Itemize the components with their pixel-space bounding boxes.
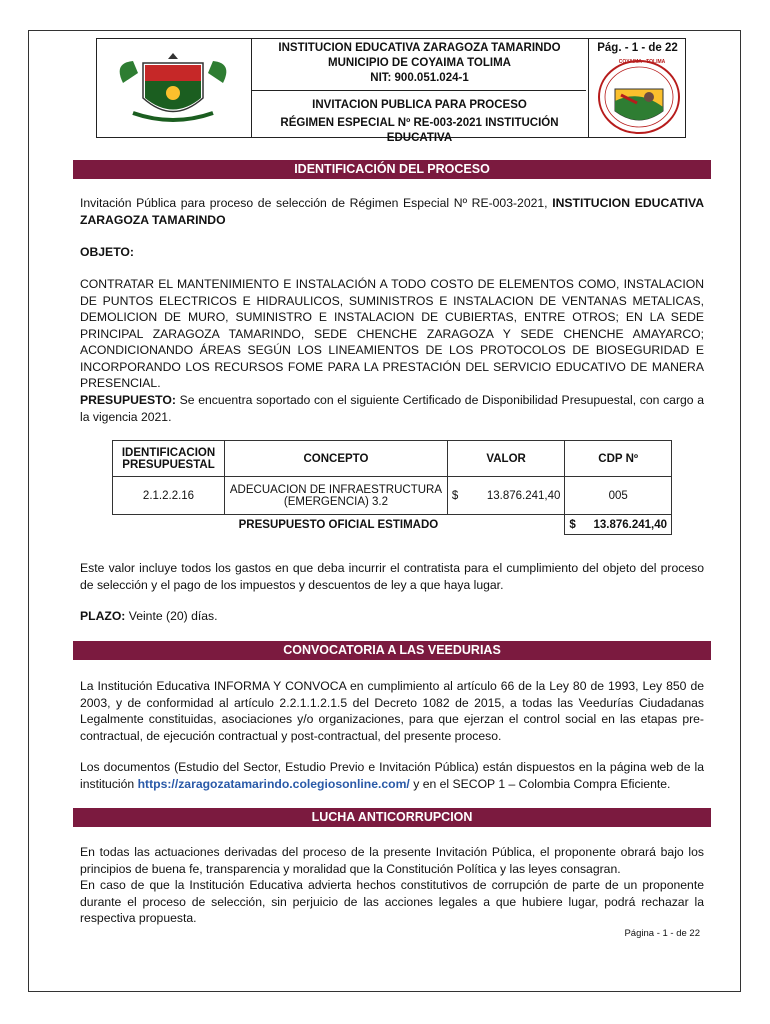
objeto-label: OBJETO:: [80, 245, 134, 259]
docs-text: Los documentos (Estudio del Sector, Estudio Previo e Invitación Pública) están dispuestos en la página web de la institución: [80, 760, 704, 791]
presupuesto-paragraph: [80, 392, 704, 425]
document-header: [96, 38, 686, 144]
cell-cdp: 005: [565, 477, 672, 515]
plazo-label: PLAZO:: [80, 609, 126, 623]
invitation-title: INVITACION PUBLICA PARA PROCESO: [312, 99, 527, 111]
table-header-row: [113, 441, 672, 477]
section-identificacion: IDENTIFICACIÓN DEL PROCESO: [73, 160, 711, 179]
cell-amount: 13.876.241,40: [486, 489, 561, 502]
plazo-paragraph: [80, 608, 704, 625]
total-amount: 13.876.241,40: [593, 518, 667, 531]
budget-table: [112, 440, 672, 535]
section-anticorrupcion: LUCHA ANTICORRUPCION: [73, 808, 711, 827]
table-row: [113, 477, 672, 515]
veedurias-text: La Institución Educativa INFORMA Y CONVOCA en cumplimiento al artículo 66 de la Ley 80 de 1993, Ley 850 de 2003, y de conformidad al artículo 2.2.1.1.2.1.5 del Decreto 1082 de 2015, a todas las Veedurías Ciudadanas Legalmente constituidas, asociaciones y/o organizaciones, para que ejerzan el control social en las etapas pre-contractual, de ejecución contractual y post-contractual, del presente proceso.: [80, 679, 704, 743]
municipality: MUNICIPIO DE COYAIMA TOLIMA: [328, 57, 511, 69]
valor-text: Este valor incluye todos los gastos en que deba incurrir el contratista para el cumplimiento del objeto del proceso de selección y el pago de los impuestos y descuentos de ley a que haya lugar.: [80, 561, 704, 592]
cell-id: 2.1.2.2.16: [113, 477, 225, 515]
nit: NIT: 900.051.024-1: [370, 72, 469, 84]
header-cdp: CDP Nº: [565, 441, 672, 477]
identification-institution: INSTITUCION EDUCATIVA ZARAGOZA TAMARINDO: [80, 196, 704, 227]
total-value: [565, 515, 672, 535]
regime-title: RÉGIMEN ESPECIAL Nº RE-003-2021 INSTITUCIÓN EDUCATIVA: [280, 117, 559, 144]
plazo-text: Veinte (20) días.: [125, 609, 218, 623]
total-currency: $: [569, 518, 576, 531]
identification-text: Invitación Pública para proceso de selección de Régimen Especial Nº RE-003-2021,: [80, 196, 553, 210]
objeto-text: CONTRATAR EL MANTENIMIENTO E INSTALACIÓN A TODO COSTO DE ELEMENTOS COMO, INSTALACION DE PUNTOS ELECTRICOS E HIDRAULICOS, SUMINISTROS E INSTALACION DE VENTANAS METALICAS, DEMOLICION DE MURO, SUMINISTRO E INSTALACION DE CUBIERTAS, ENTRE OTROS; EN LA SEDE PRINCIPAL ZARAGOZA TAMARINDO, SEDE CHENCHE ZARAGOZA Y SEDE CHENCHE AMAYARCO; ACONDICIONANDO ÁREAS SEGÚN LOS LINEAMIENTOS DE LOS PROTOCOLOS DE BIOSEGURIDAD E INCORPORANDO LOS RECURSOS FOME PARA LA PRESTACIÓN DEL SERVICIO EDUCATIVO DE MANERA PRESENCIAL.: [80, 277, 704, 390]
presupuesto-text: Se encuentra soportado con el siguiente Certificado de Disponibilidad Presupuestal, con cargo a la vigencia 2021.: [80, 393, 704, 424]
cell-currency: $: [451, 489, 459, 502]
header-concepto: CONCEPTO: [225, 441, 448, 477]
docs-paragraph: [80, 759, 704, 792]
page-number: Pág. - 1 - de 22: [597, 42, 678, 54]
header-identificacion: IDENTIFICACION PRESUPUESTAL: [113, 441, 225, 477]
header-valor: VALOR: [447, 441, 565, 477]
website-link[interactable]: https://zaragozatamarindo.colegiosonline.com/: [137, 776, 410, 791]
institution-name: INSTITUCION EDUCATIVA ZARAGOZA TAMARINDO: [278, 42, 561, 54]
institution-crest-icon: [113, 53, 233, 127]
presupuesto-label: PRESUPUESTO:: [80, 393, 176, 407]
anticorrupcion-text-1: En todas las actuaciones derivadas del proceso de la presente Invitación Pública, el proponente obrará bajo los principios de buena fe, transparencia y moralidad que la Constitución Política y las leyes consagran.: [80, 845, 704, 876]
seal-text: COYAIMA - TOLIMA: [618, 59, 666, 65]
identification-paragraph: [80, 195, 704, 228]
footer-page-number: Página - 1 - de 22: [624, 928, 700, 939]
docs-text-end: y en el SECOP 1 – Colombia Compra Eficiente.: [409, 776, 671, 791]
total-label: PRESUPUESTO OFICIAL ESTIMADO: [113, 515, 565, 535]
cell-concept: ADECUACION DE INFRAESTRUCTURA (EMERGENCIA) 3.2: [225, 477, 448, 515]
table-total-row: [113, 515, 672, 535]
cell-value: [447, 477, 565, 515]
anticorrupcion-text-2: En caso de que la Institución Educativa advierta hechos constitutivos de corrupción de parte de un proponente durante el proceso de selección, sin perjuicio de las acciones legales a que hubiere lugar, podrá rechazar la respectiva propuesta.: [80, 878, 704, 925]
section-veedurias: CONVOCATORIA A LAS VEEDURIAS: [73, 641, 711, 660]
institution-seal-icon: [597, 59, 681, 135]
